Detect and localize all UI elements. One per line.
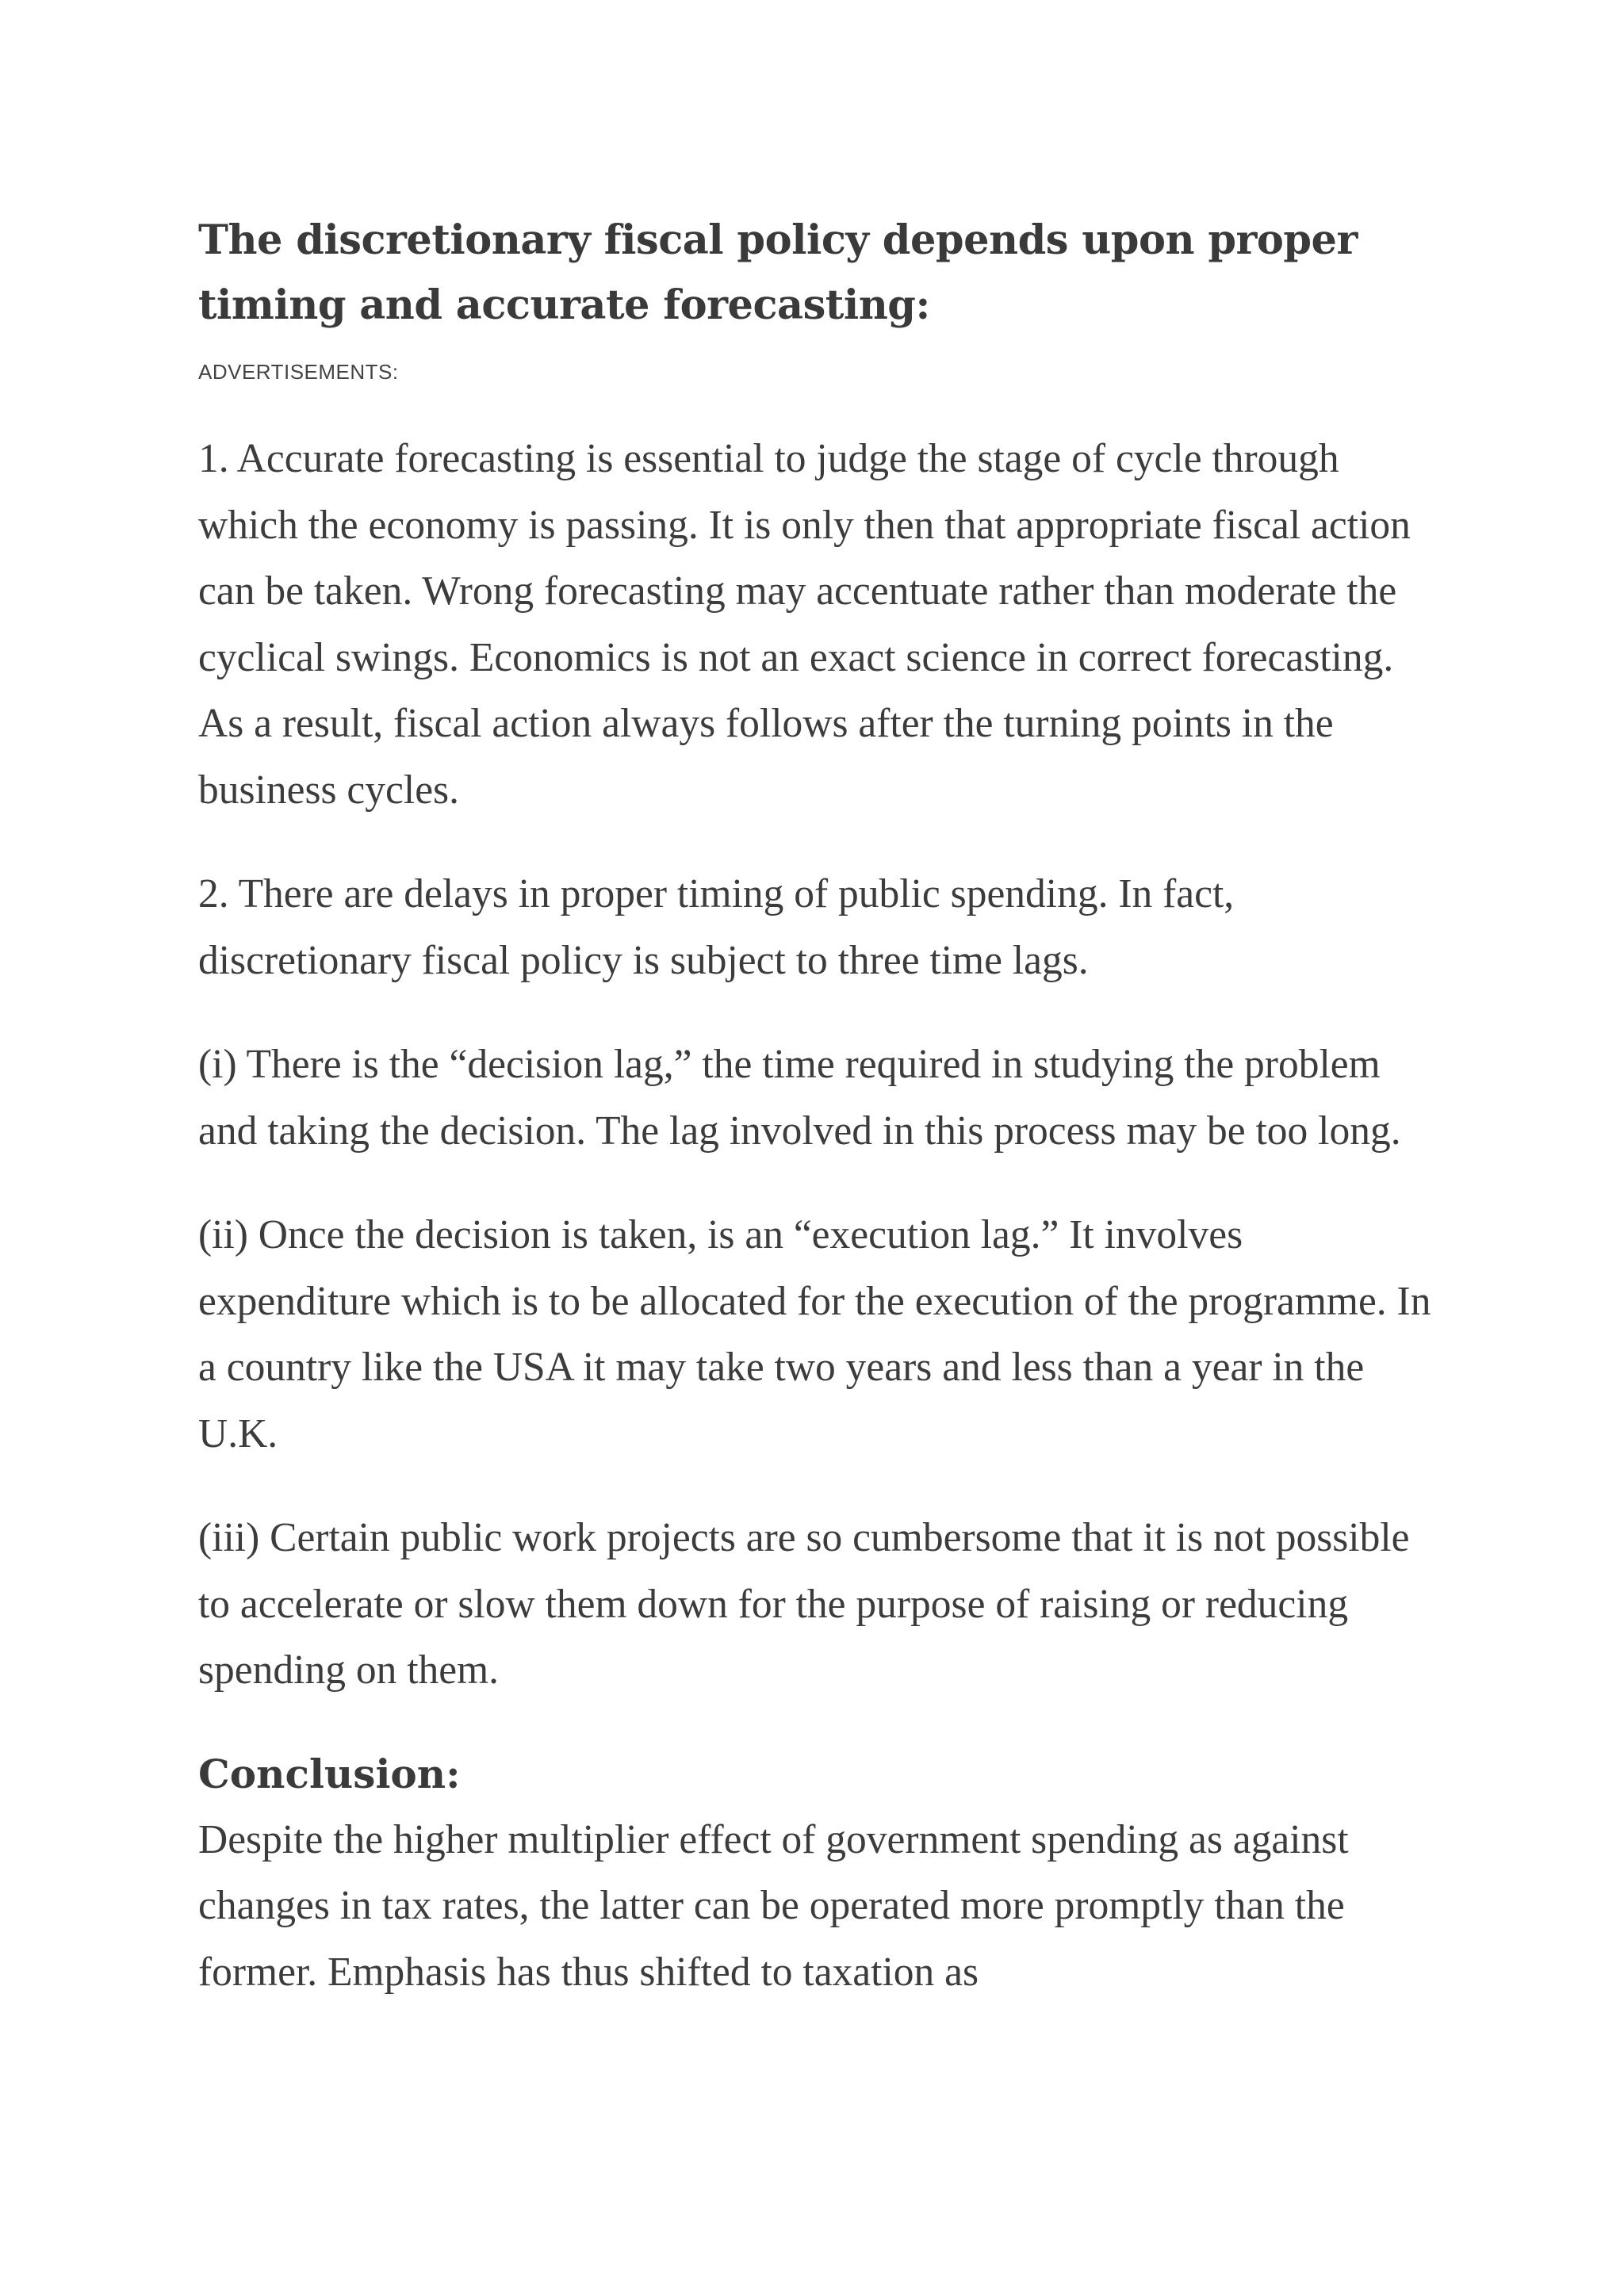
paragraph-delays: 2. There are delays in proper timing of public spending. In fact, discretionary fiscal policy is subject to three time lags. bbox=[198, 871, 1235, 983]
advertisements-label: ADVERTISEMENTS: bbox=[198, 360, 399, 384]
paragraph-forecasting: 1. Accurate forecasting is essential to judge the stage of cycle through which the economy is passing. It is only then that appropriate fiscal action can be taken. Wrong forecasting may accentuate rather than moderate the cyclical swings. Economics is not an exact science in correct forecasting. As a result, fiscal action always follows after the turning points in the business cycles. bbox=[198, 436, 1411, 813]
paragraph-decision-lag: (i) There is the “decision lag,” the time required in studying the problem and taking the decision. The lag involved in this process may be too long. bbox=[198, 1042, 1401, 1154]
paragraph-conclusion: Despite the higher multiplier effect of government spending as against changes in tax rates, the latter can be operated more promptly than the former. Emphasis has thus shifted to taxation as bbox=[198, 1816, 1349, 1995]
conclusion-heading: Conclusion: bbox=[198, 1750, 461, 1797]
paragraph-execution-lag: (ii) Once the decision is taken, is an “execution lag.” It involves expenditure which is to be allocated for the execution of the programme. In a country like the USA it may take two years and less than a year in the U.K. bbox=[198, 1212, 1431, 1456]
paragraph-public-works: (iii) Certain public work projects are so cumbersome that it is not possible to accelerate or slow them down for the purpose of raising or reducing spending on them. bbox=[198, 1515, 1410, 1693]
section-heading: The discretionary fiscal policy depends upon proper timing and accurate forecasting: bbox=[198, 216, 1358, 329]
article-body bbox=[198, 208, 1435, 2043]
